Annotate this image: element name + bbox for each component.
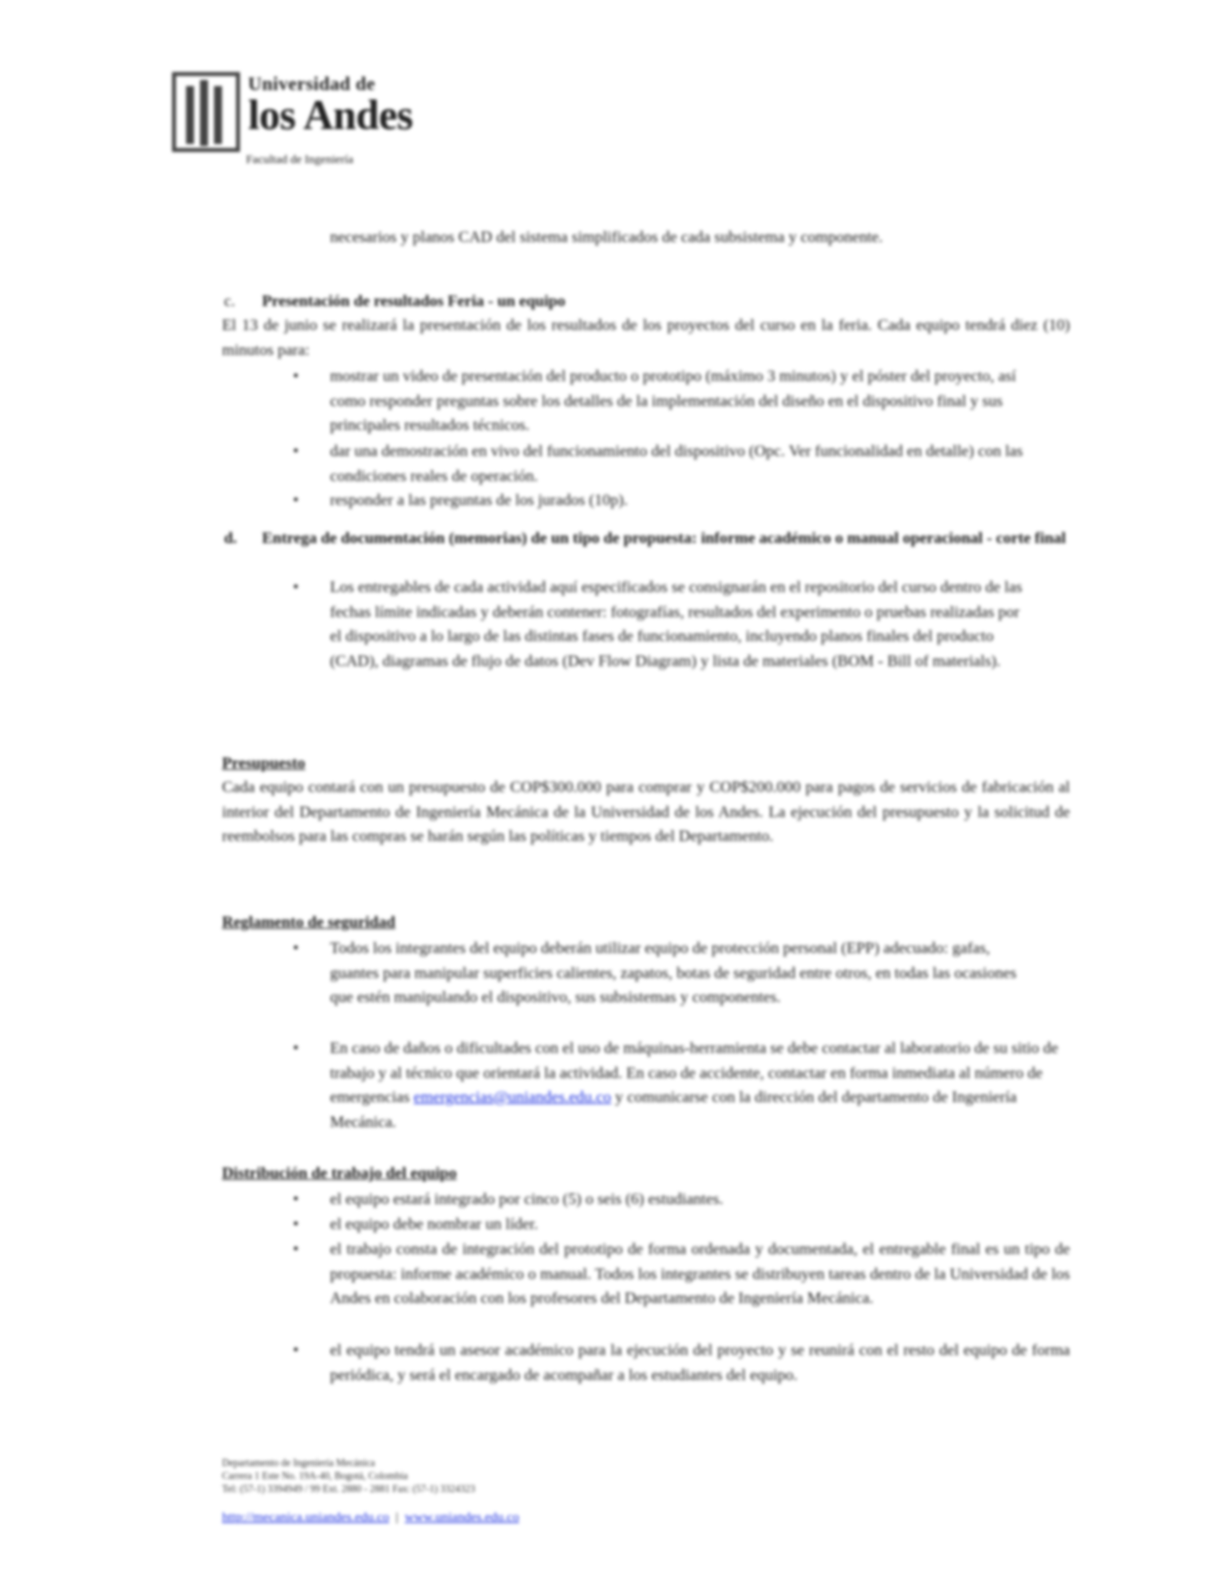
section-d-marker: d. [224, 530, 237, 547]
distribucion-bullet-4: el equipo tendrá un asesor académico para la ejecución del proyecto y se reunirá con el resto del equipo de forma periódica, y será el encargado de acompañar a los estudiantes del equipo. [330, 1342, 1070, 1384]
section-c-heading: Presentación de resultados Feria - un equipo [262, 293, 566, 310]
section-d-heading: Entrega de documentación (memorias) de un tipo de propuesta: informe académico o manual operacional - corte final [262, 530, 1066, 547]
logo-emblem-icon [170, 70, 242, 154]
footer-phone: Tel: (57-1) 3394949 / 99 Ext. 2880 - 2881 Fax: (57-1) 3324323 [222, 1484, 476, 1495]
footer-department: Departamento de Ingeniería Mecánica [222, 1458, 375, 1469]
footer-address: Carrera 1 Este No. 19A-40, Bogotá, Colombia [222, 1471, 408, 1482]
section-c-bullet-3: responder a las preguntas de los jurados (10p). [330, 492, 628, 509]
bullet-icon: • [293, 1342, 299, 1359]
bullet-icon: • [293, 492, 299, 509]
footer-university-link[interactable]: www.uniandes.edu.co [404, 1509, 520, 1524]
bullet-icon: • [293, 1191, 299, 1208]
seguridad-bullet-2-text: En caso de daños o dificultades con el uso de máquinas-herramienta se debe contactar al laboratorio de su sitio de trabajo y al técnico que orientará la actividad. En caso de accidente, contactar en forma inmediata al número de emergencias [330, 1040, 1059, 1106]
bullet-icon: • [293, 1241, 299, 1258]
presupuesto-paragraph: Cada equipo contará con un presupuesto de COP$300.000 para comprar y COP$200.000 para pagos de servicios de fabricación al interior del Departamento de Ingeniería Mecánica de la Universidad de los Andes. La ejecución del presupuesto y la solicitud de reembolsos para las compras se harán según las políticas y tiempos del Departamento. [222, 779, 1070, 845]
section-c-marker: c. [224, 293, 236, 310]
intro-continuation: necesarios y planos CAD del sistema simplificados de cada subsistema y componente. [330, 229, 883, 246]
seguridad-heading: Reglamento de seguridad [222, 914, 396, 931]
logo-line-1: Universidad de [248, 74, 376, 95]
bullet-icon: • [293, 1040, 299, 1057]
seguridad-bullet-2 [330, 1037, 1060, 1135]
emergency-email-link[interactable]: emergencias@uniandes.edu.co [413, 1089, 612, 1106]
distribucion-bullet-3: el trabajo consta de integración del prototipo de forma ordenada y documentada, el entregable final es un tipo de propuesta: informe académico o manual. Todos los integrantes se distribuyen tareas dentro de la Universidad de los Andes en colaboración con los profesores del Departamento de Ingeniería Mecánica. [330, 1241, 1070, 1307]
bullet-icon: • [293, 940, 299, 957]
seguridad-bullet-2-tail: y comunicarse con la dirección del departamento de Ingeniería Mecánica. [330, 1089, 1017, 1131]
distribucion-bullet-2: el equipo debe nombrar un líder. [330, 1216, 538, 1233]
distribucion-heading: Distribución de trabajo del equipo [222, 1165, 457, 1182]
logo-faculty: Facultad de Ingeniería [246, 152, 354, 166]
bullet-icon: • [293, 368, 299, 385]
distribucion-bullet-1: el equipo estará integrado por cinco (5) o seis (6) estudiantes. [330, 1191, 724, 1208]
bullet-icon: • [293, 1216, 299, 1233]
bullet-icon: • [293, 443, 299, 460]
section-c-paragraph: El 13 de junio se realizará la presentación de los resultados de los proyectos del curso en la feria. Cada equipo tendrá diez (10) minutos para: [222, 317, 1070, 359]
footer-department-link[interactable]: http://mecanica.uniandes.edu.co [222, 1509, 390, 1524]
section-c-bullet-1: mostrar un video de presentación del producto o prototipo (máximo 3 minutos) y el póster del proyecto, así como responder preguntas sobre los detalles de la implementación del diseño en el dispositivo final y sus principales resultados técnicos. [330, 368, 1017, 434]
seguridad-bullet-1: Todos los integrantes del equipo deberán utilizar equipo de protección personal (EPP) adecuado: gafas, guantes para manipular superficies calientes, zapatos, botas de seguridad entre otros, en todas las ocasiones que estén manipulando el dispositivo, sus subsistemas y componentes. [330, 940, 1017, 1006]
logo-line-2: los Andes [248, 93, 413, 139]
footer-links [222, 1509, 519, 1525]
presupuesto-heading: Presupuesto [222, 755, 306, 772]
section-d-bullet-1: Los entregables de cada actividad aquí especificados se consignarán en el repositorio del curso dentro de las fechas límite indicadas y deberán contener: fotografías, resultados del experimento o pruebas realizadas por el dispositivo a lo largo de las distintas fases de funcionamiento, incluyendo planos finales del producto (CAD), diagramas de flujo de datos (Dev Flow Diagram) y lista de materiales (BOM - Bill of materials). [330, 579, 1023, 670]
section-c-bullet-2: dar una demostración en vivo del funcionamiento del dispositivo (Opc. Ver funcionalidad en detalle) con las condiciones reales de operación. [330, 443, 1023, 485]
bullet-icon: • [293, 579, 299, 596]
university-logo [170, 70, 430, 180]
footer-separator: | [389, 1509, 405, 1524]
